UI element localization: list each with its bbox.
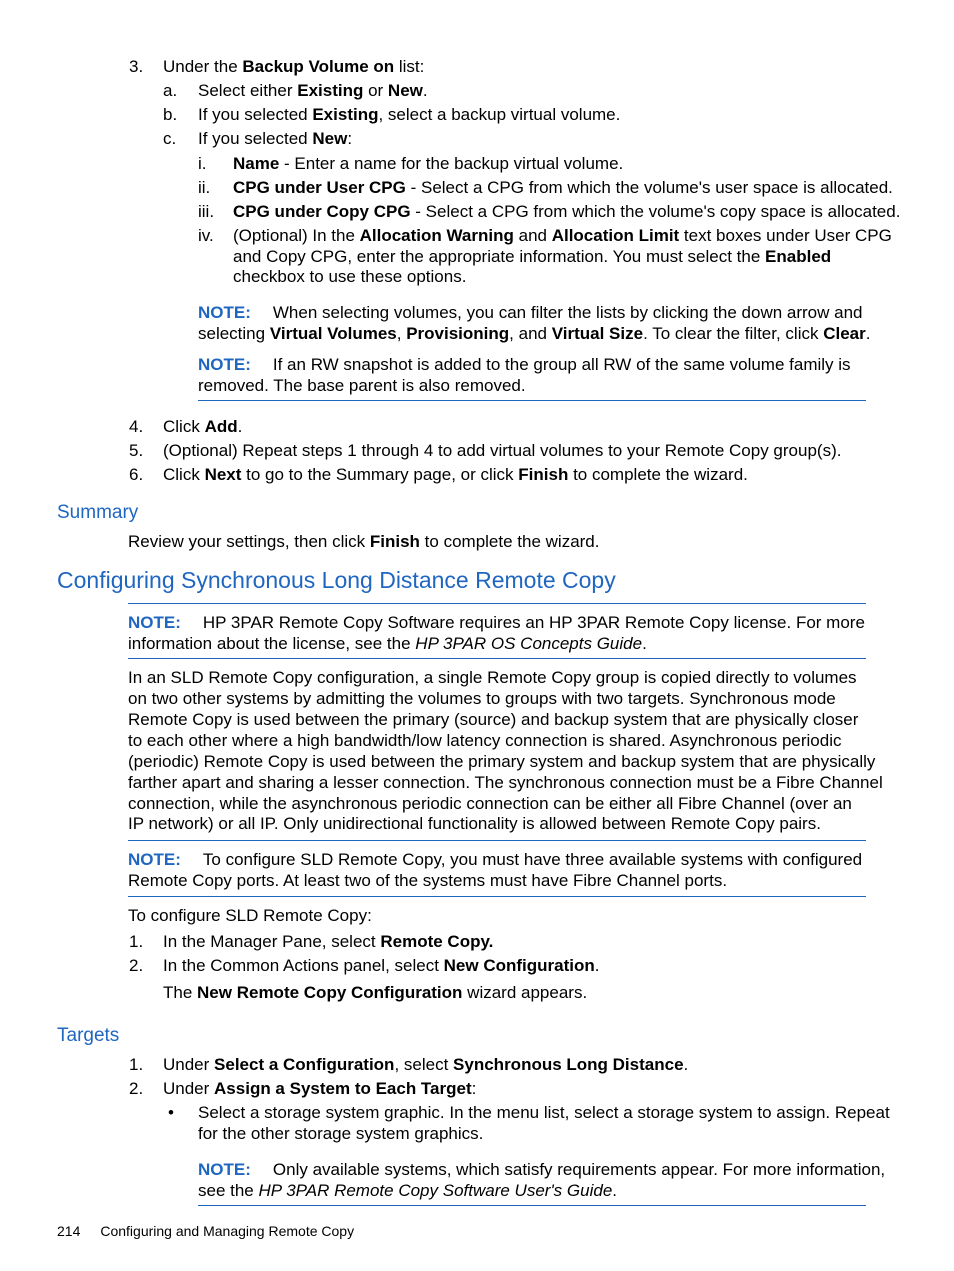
step-3c: If you selected New: [198,129,353,148]
note-filter-line1: NOTE: When selecting volumes, you can filter the lists by clicking the down arrow and [198,303,863,322]
note-divider [198,400,866,401]
note-snapshot-line1: NOTE: If an RW snapshot is added to the group all RW of the same volume family is [198,355,851,374]
note-label: NOTE: [198,355,251,374]
bullet: • [168,1103,174,1122]
paragraph-line: on two other systems by admitting the volumes to groups with two targets. Synchronous mode [128,689,836,708]
wizard-appears-text: The New Remote Copy Configuration wizard appears. [163,983,588,1002]
page-footer [57,1223,354,1239]
targets-step-2: Under Assign a System to Each Target: [163,1079,477,1098]
list-letter: c. [163,129,177,148]
heading-targets: Targets [57,1025,120,1046]
list-number: 1. [129,1055,144,1074]
list-number: 1. [129,932,144,951]
paragraph-line: connection, while the asynchronous periodic connection can be either all Fibre Channel (over an [128,794,852,813]
list-roman: ii. [198,178,211,197]
list-roman: i. [198,154,207,173]
note-snapshot-line2: removed. The base parent is also removed. [198,376,526,395]
step-3c-iii: CPG under Copy CPG - Select a CPG from which the volume's copy space is allocated. [233,202,901,221]
page-number: 214 [57,1223,81,1239]
targets-step-1: Under Select a Configuration, select Synchronous Long Distance. [163,1055,689,1074]
list-number: 2. [129,1079,144,1098]
paragraph-line: IP network) or all IP. Only unidirectional functionality is allowed between Remote Copy pairs. [128,814,821,833]
note-sld-line2: Remote Copy ports. At least two of the systems must have Fibre Channel ports. [128,871,728,890]
note-sld-line1: NOTE: To configure SLD Remote Copy, you must have three available systems with configured [128,850,863,869]
note-filter-line2: selecting Virtual Volumes, Provisioning, and Virtual Size. To clear the filter, click Clear. [198,324,871,343]
section-heading: Configuring Synchronous Long Distance Remote Copy [57,567,616,593]
note-divider [128,896,866,897]
configure-intro: To configure SLD Remote Copy: [128,906,372,925]
note-label: NOTE: [128,850,181,869]
note-license-line1: NOTE: HP 3PAR Remote Copy Software requires an HP 3PAR Remote Copy license. For more [128,613,865,632]
step-3a: Select either Existing or New. [198,81,428,100]
list-number: 5. [129,441,144,460]
list-letter: b. [163,105,178,124]
step-3c-iv-line3: checkbox to use these options. [233,267,467,286]
step-4: Click Add. [163,417,243,436]
list-number: 2. [129,956,144,975]
list-roman: iv. [198,226,214,245]
paragraph-line: (periodic) Remote Copy is used between the primary system and backup system that are physically [128,752,876,771]
configure-step-1: In the Manager Pane, select Remote Copy. [163,932,494,951]
step-3c-iv-line2: and Copy CPG, enter the appropriate information. You must select the Enabled [233,247,832,266]
step-3b: If you selected Existing, select a backup virtual volume. [198,105,621,124]
note-available-line2: see the HP 3PAR Remote Copy Software User's Guide. [198,1181,618,1200]
list-number: 4. [129,417,144,436]
note-label: NOTE: [198,303,251,322]
step-3c-i: Name - Enter a name for the backup virtual volume. [233,154,624,173]
list-roman: iii. [198,202,215,221]
step-6: Click Next to go to the Summary page, or click Finish to complete the wizard. [163,465,748,484]
note-label: NOTE: [128,613,181,632]
note-divider [128,603,866,604]
note-divider [128,840,866,841]
footer-title: Configuring and Managing Remote Copy [100,1223,355,1239]
paragraph-line: to each other where a high bandwidth/low latency connection is shared. Asynchronous periodic [128,731,842,750]
step-3c-ii: CPG under User CPG - Select a CPG from which the volume's user space is allocated. [233,178,893,197]
list-letter: a. [163,81,178,100]
note-available-line1: NOTE: Only available systems, which satisfy requirements appear. For more information, [198,1160,886,1179]
paragraph-line: Remote Copy is used between the primary (source) and backup system that are physically closer [128,710,859,729]
step-5: (Optional) Repeat steps 1 through 4 to add virtual volumes to your Remote Copy group(s). [163,441,842,460]
note-label: NOTE: [198,1160,251,1179]
targets-bullet-line1: Select a storage system graphic. In the menu list, select a storage system to assign. Repeat [198,1103,890,1122]
configure-step-2: In the Common Actions panel, select New Configuration. [163,956,600,975]
summary-text: Review your settings, then click Finish to complete the wizard. [128,532,600,551]
step-3c-iv-line1: (Optional) In the Allocation Warning and Allocation Limit text boxes under User CPG [233,226,892,245]
note-divider [198,1205,866,1206]
heading-summary: Summary [57,502,139,523]
paragraph-line: farther apart and sharing a lesser connection. The synchronous connection must be a Fibre Channel [128,773,883,792]
step-3: Under the Backup Volume on list: [163,57,425,76]
list-number: 3. [129,57,144,76]
targets-bullet-line2: for the other storage system graphics. [198,1124,484,1143]
note-divider [128,658,866,659]
note-license-line2: information about the license, see the HP 3PAR OS Concepts Guide. [128,634,647,653]
paragraph-line: In an SLD Remote Copy configuration, a single Remote Copy group is copied directly to volumes [128,668,857,687]
list-number: 6. [129,465,144,484]
